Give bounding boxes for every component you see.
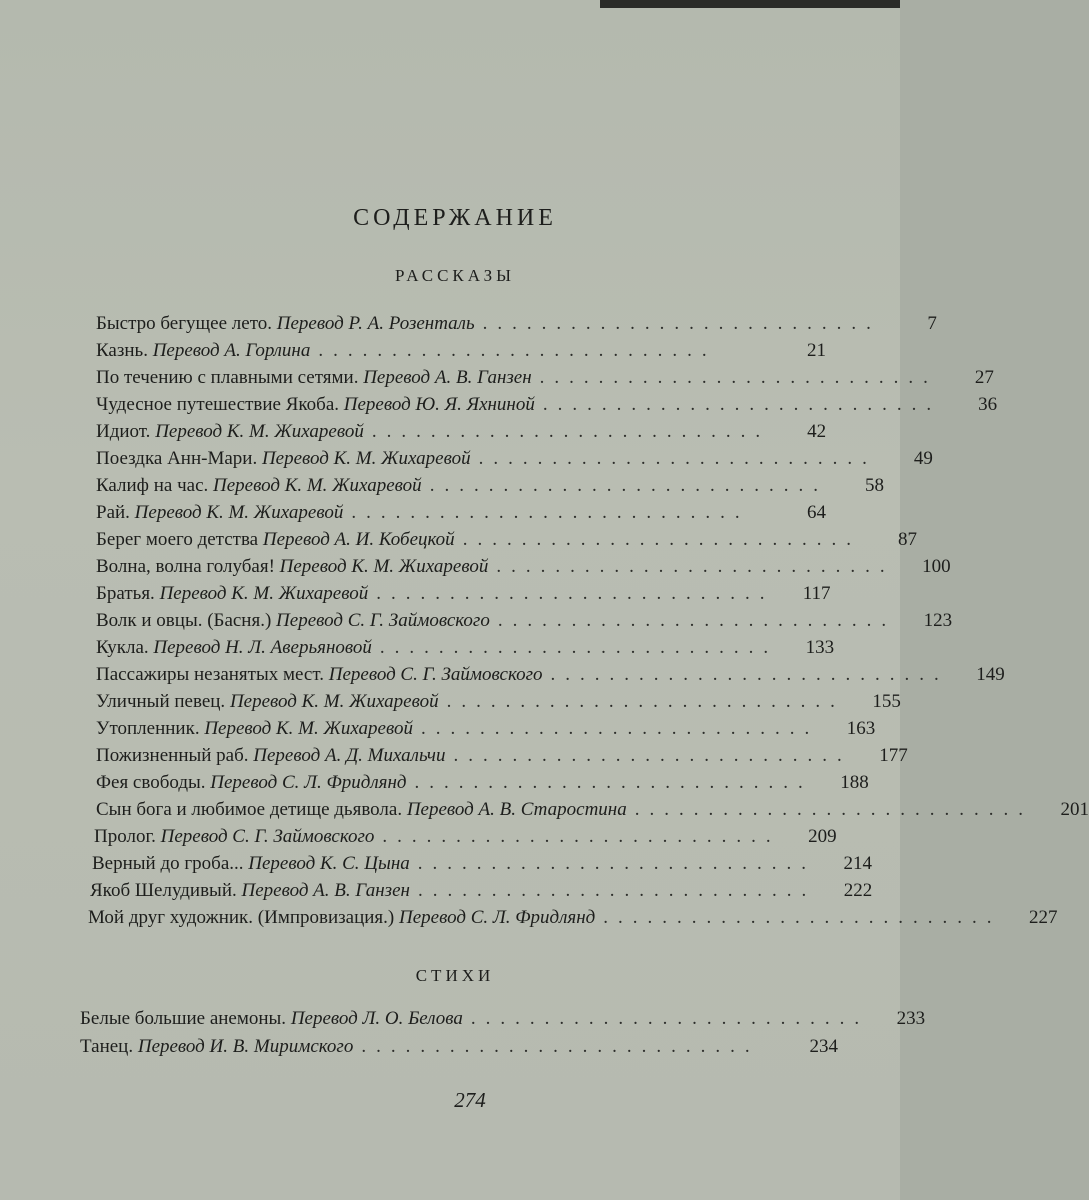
contents-heading: СОДЕРЖАНИЕ xyxy=(353,205,557,231)
entry-translator: Перевод С. Г. Займовского xyxy=(276,610,490,631)
entry-translator: Перевод К. С. Цына xyxy=(248,853,410,874)
dot-leader: ........................... xyxy=(550,664,949,685)
entry-page-number: 222 xyxy=(843,880,873,901)
entry-title: Волк и овцы. (Басня.) xyxy=(96,610,272,631)
toc-entry xyxy=(96,527,917,553)
entry-page-number: 58 xyxy=(864,475,884,496)
entry-title: Кукла. xyxy=(96,637,149,658)
entry-title: Сын бога и любимое детище дьявола. xyxy=(96,799,403,820)
entry-page-number: 133 xyxy=(805,637,835,658)
entry-title: Уличный певец. xyxy=(96,691,226,712)
entry-title: Волна, волна голубая! xyxy=(96,556,275,577)
dot-leader: ........................... xyxy=(542,394,942,415)
entry-translator: Перевод К. М. Жихаревой xyxy=(204,718,413,739)
entry-page-number: 234 xyxy=(809,1035,838,1057)
dot-leader: ........................... xyxy=(382,826,781,847)
toc-entry xyxy=(96,338,826,364)
toc-entry xyxy=(96,770,869,796)
dot-leader: ........................... xyxy=(539,367,938,388)
toc-entry xyxy=(96,797,1089,823)
toc-entry xyxy=(96,662,1005,688)
entry-translator: Перевод С. Л. Фридлянд xyxy=(210,772,407,793)
entry-translator: Перевод А. Горлина xyxy=(152,340,311,361)
dot-leader: ........................... xyxy=(376,583,775,604)
toc-entry xyxy=(90,878,873,904)
entry-translator: Перевод К. М. Жихаревой xyxy=(155,421,364,442)
entry-page-number: 227 xyxy=(1029,907,1058,928)
entry-page-number: 214 xyxy=(843,853,873,874)
dot-leader: ........................... xyxy=(371,421,771,442)
dot-leader: ........................... xyxy=(379,637,779,658)
dot-leader: ........................... xyxy=(462,529,861,550)
toc-entry xyxy=(96,608,953,634)
entry-title: Пожизненный раб. xyxy=(96,745,249,766)
entry-translator: Перевод К. М. Жихаревой xyxy=(261,448,471,469)
toc-entry xyxy=(80,1006,926,1032)
dot-leader: ........................... xyxy=(496,556,895,577)
entry-page-number: 36 xyxy=(978,394,998,415)
toc-entry xyxy=(96,311,937,337)
entry-title: Берег моего детства xyxy=(96,529,259,550)
entry-title: Мой друг художник. (Импровизация.) xyxy=(88,907,395,928)
toc-entry xyxy=(94,824,837,850)
entry-title: Поездка Анн-Мари. xyxy=(96,448,258,469)
entry-translator: Перевод Н. Л. Аверьяновой xyxy=(153,637,372,658)
toc-entry xyxy=(96,581,831,607)
entry-translator: Перевод Р. А. Розенталь xyxy=(276,313,475,334)
toc-entry xyxy=(92,851,873,877)
dot-leader: ........................... xyxy=(478,448,877,469)
entry-page-number: 27 xyxy=(974,367,994,388)
entry-page-number: 123 xyxy=(923,610,953,631)
entry-translator: Перевод К. М. Жихаревой xyxy=(229,691,439,712)
dot-leader: ........................... xyxy=(446,691,845,712)
entry-page-number: 149 xyxy=(976,664,1005,685)
dot-leader: ........................... xyxy=(634,799,1033,820)
entry-page-number: 155 xyxy=(872,691,901,712)
entry-translator: Перевод А. Д. Михальчи xyxy=(253,745,446,766)
toc-entry xyxy=(96,446,933,472)
entry-title: Пассажиры незанятых мест. xyxy=(96,664,324,685)
toc-entry xyxy=(80,1034,838,1060)
entry-page-number: 49 xyxy=(913,448,933,469)
toc-entry xyxy=(96,473,884,499)
entry-page-number: 42 xyxy=(807,421,827,442)
entry-title: Танец. xyxy=(80,1035,134,1057)
entry-translator: Перевод К. М. Жихаревой xyxy=(279,556,489,577)
entry-translator: Перевод С. Л. Фридлянд xyxy=(399,907,596,928)
entry-translator: Перевод А. В. Ганзен xyxy=(363,367,532,388)
entry-translator: Перевод С. Г. Займовского xyxy=(160,826,375,847)
dot-leader: ........................... xyxy=(429,475,828,496)
entry-title: Чудесное путешествие Якоба. xyxy=(96,394,340,415)
entry-title: Белые большие анемоны. xyxy=(80,1008,287,1029)
entry-page-number: 233 xyxy=(896,1008,926,1029)
entry-title: По течению с плавными сетями. xyxy=(96,367,359,388)
dot-leader: ........................... xyxy=(417,853,817,874)
entry-title: Пролог. xyxy=(94,826,156,847)
entry-page-number: 87 xyxy=(897,529,917,550)
toc-entry xyxy=(96,689,901,715)
dot-leader: ........................... xyxy=(414,772,813,793)
toc-entry xyxy=(96,554,951,580)
entry-page-number: 117 xyxy=(802,583,831,604)
toc-entry xyxy=(96,365,994,391)
entry-title: Рай. xyxy=(96,502,130,523)
toc-entry xyxy=(96,392,998,418)
toc-entry xyxy=(96,716,876,742)
dot-leader: ........................... xyxy=(497,610,897,631)
dot-leader: ........................... xyxy=(318,340,717,361)
entry-translator: Перевод К. М. Жихаревой xyxy=(159,583,369,604)
entry-translator: Перевод А. В. Ганзен xyxy=(241,880,410,901)
entry-page-number: 7 xyxy=(927,313,937,334)
entry-page-number: 201 xyxy=(1060,799,1089,820)
entry-title: Быстро бегущее лето. xyxy=(96,313,273,334)
entry-translator: Перевод К. М. Жихаревой xyxy=(213,475,422,496)
entry-translator: Перевод К. М. Жихаревой xyxy=(134,502,344,523)
toc-entry xyxy=(96,635,835,661)
entry-page-number: 163 xyxy=(846,718,876,739)
entry-translator: Перевод А. И. Кобецкой xyxy=(262,529,455,550)
entry-translator: Перевод Л. О. Белова xyxy=(290,1008,463,1029)
entry-translator: Перевод С. Г. Займовского xyxy=(328,664,543,685)
entry-page-number: 64 xyxy=(807,502,826,523)
toc-entry xyxy=(96,419,826,445)
entry-title: Утопленник. xyxy=(96,718,200,739)
top-edge-rule xyxy=(600,0,900,8)
entry-translator: Перевод А. В. Старостина xyxy=(406,799,627,820)
dot-leader: ........................... xyxy=(603,907,1002,928)
toc-entry xyxy=(96,743,908,769)
entry-title: Братья. xyxy=(96,583,155,604)
dot-leader: ........................... xyxy=(453,745,852,766)
dot-leader: ........................... xyxy=(417,880,817,901)
dot-leader: ........................... xyxy=(482,313,881,334)
entry-title: Казнь. xyxy=(96,340,148,361)
entry-title: Верный до гроба... xyxy=(92,853,244,874)
dot-leader: ........................... xyxy=(361,1035,760,1057)
entry-page-number: 21 xyxy=(807,340,826,361)
page-number: 274 xyxy=(454,1088,486,1112)
entry-page-number: 100 xyxy=(922,556,951,577)
entry-page-number: 177 xyxy=(879,745,908,766)
entry-page-number: 209 xyxy=(808,826,837,847)
dot-leader: ........................... xyxy=(421,718,820,739)
section-heading-poems: СТИХИ xyxy=(415,966,495,985)
dot-leader: ........................... xyxy=(351,502,750,523)
entry-page-number: 188 xyxy=(840,772,869,793)
toc-entry xyxy=(88,905,1058,931)
entry-title: Якоб Шелудивый. xyxy=(90,880,237,901)
entry-title: Фея свободы. xyxy=(96,772,206,793)
entry-translator: Перевод И. В. Миримского xyxy=(137,1035,354,1057)
entry-title: Калиф на час. xyxy=(96,475,209,496)
section-heading-stories: РАССКАЗЫ xyxy=(395,266,515,285)
dot-leader: ........................... xyxy=(470,1008,870,1029)
entry-translator: Перевод Ю. Я. Яхниной xyxy=(343,394,535,415)
entry-title: Идиот. xyxy=(96,421,151,442)
toc-entry xyxy=(96,500,826,526)
